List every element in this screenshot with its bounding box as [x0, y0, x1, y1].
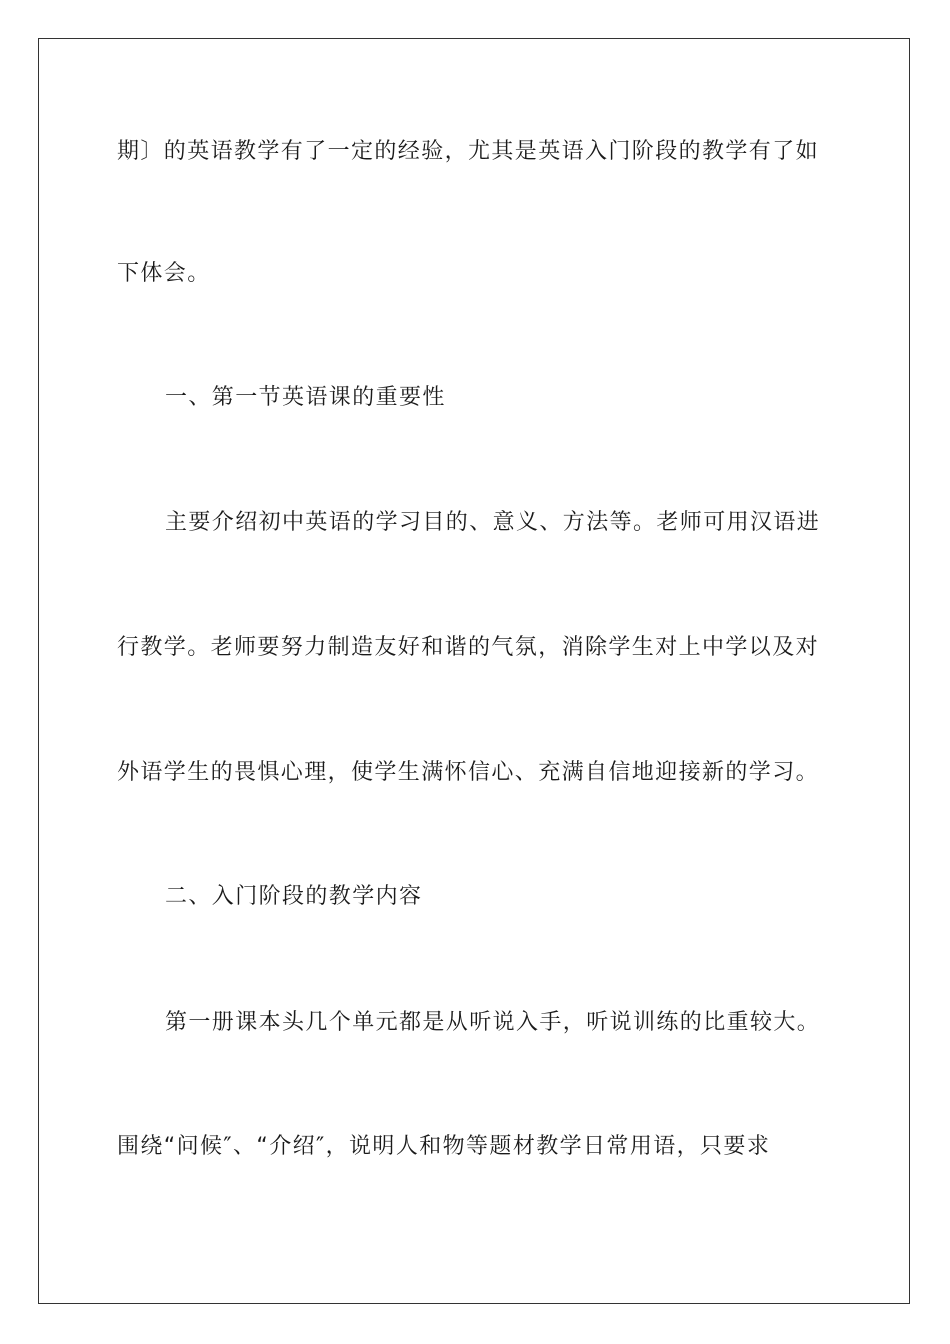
paragraph-line: 期〕的英语教学有了一定的经验，尤其是英语入门阶段的教学有了如 — [117, 139, 820, 164]
section-heading: 一、第一节英语课的重要性 — [165, 385, 446, 410]
paragraph-line: 外语学生的畏惧心理，使学生满怀信心、充满自信地迎接新的学习。 — [117, 760, 820, 785]
paragraph-line: 下体会。 — [117, 261, 211, 286]
page-border — [38, 38, 910, 1304]
paragraph-line: 行教学。老师要努力制造友好和谐的气氛，消除学生对上中学以及对 — [117, 635, 820, 660]
section-heading: 二、入门阶段的教学内容 — [165, 884, 423, 909]
paragraph-line: 围绕“问候″、“介绍″，说明人和物等题材教学日常用语，只要求 — [117, 1134, 771, 1159]
paragraph-line: 第一册课本头几个单元都是从听说入手，听说训练的比重较大。 — [165, 1010, 821, 1035]
paragraph-line: 主要介绍初中英语的学习目的、意义、方法等。老师可用汉语进 — [165, 510, 821, 535]
